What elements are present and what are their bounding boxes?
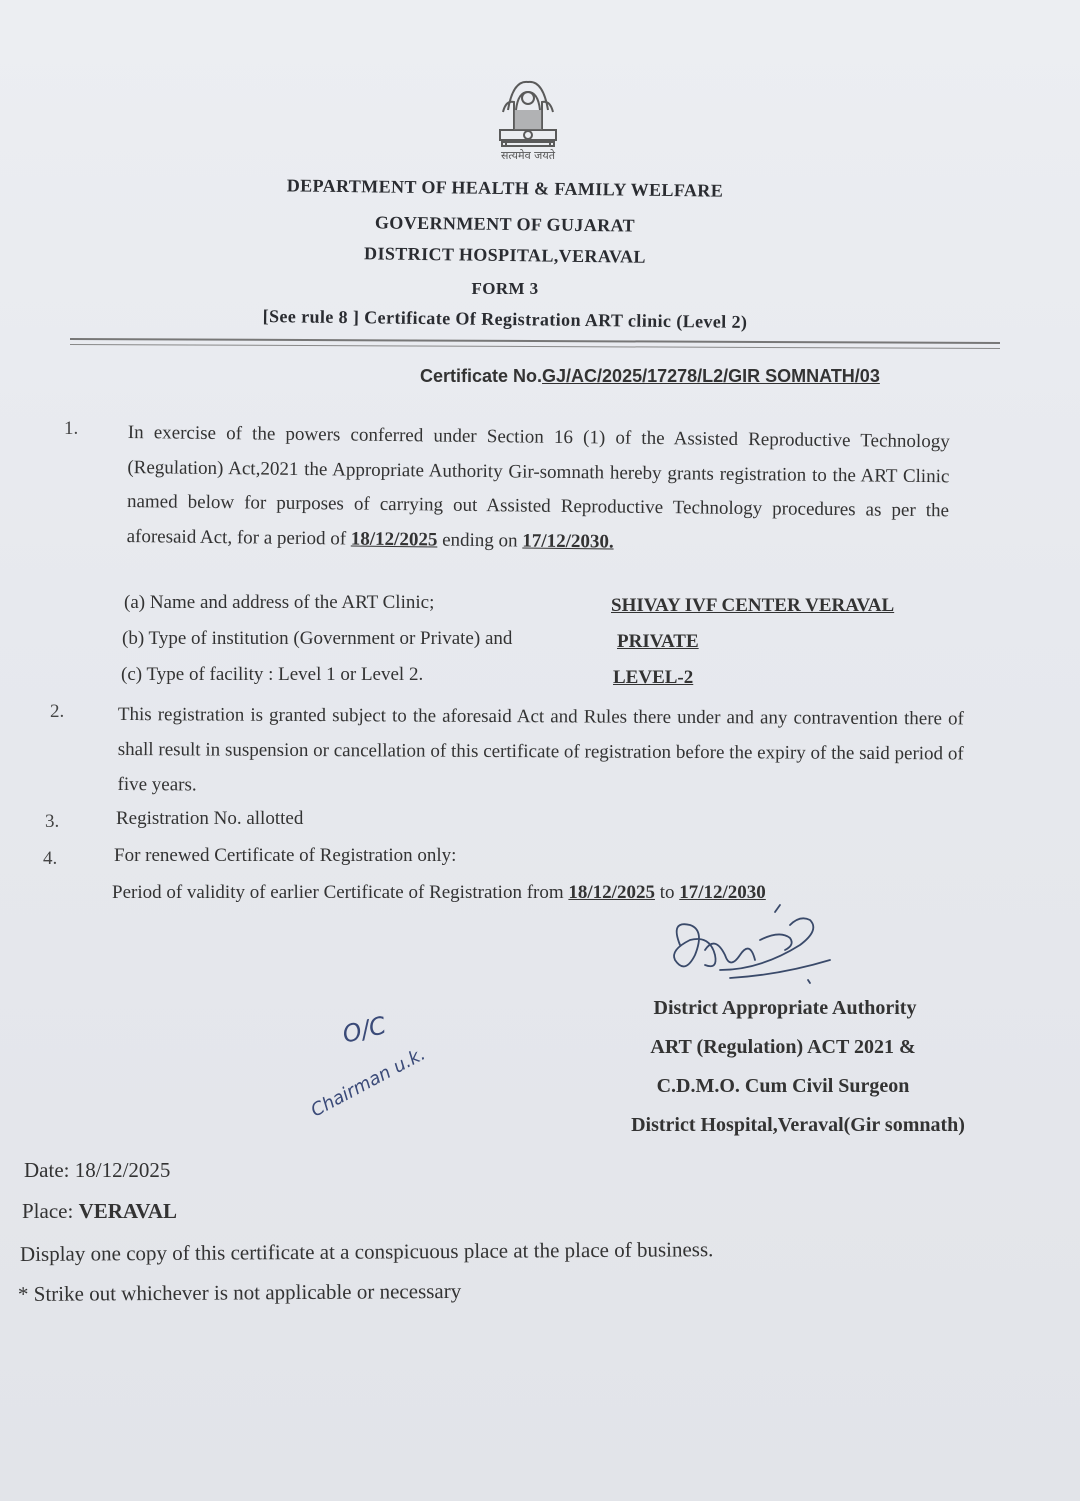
form-subtitle: [See rule 8 ] Certificate Of Registration ART clinic (Level 2) [262,306,748,332]
item-b-label: (b) Type of institution (Government or Private) and [122,628,513,649]
signatory-act: ART (Regulation) ACT 2021 & [650,1036,916,1058]
item-c-label: (c) Type of facility : Level 1 or Level 2. [121,664,424,685]
institution-type-value: PRIVATE [617,631,699,652]
section-3-number: 3. [45,811,60,832]
date-line [24,1158,170,1183]
hospital-heading: DISTRICT HOSPITAL,VERAVAL [364,243,646,267]
date-label: Date: [24,1158,70,1182]
section-2-text: This registration is granted subject to the aforesaid Act and Rules there under and any contravention there of shall result in suspension or cancellation of this certificate of registration before the expiry of the said period of five years. [117,703,964,796]
renewal-heading: For renewed Certificate of Registration only: [114,845,457,866]
certificate-number: GJ/AC/2025/17278/L2/GIR SOMNATH/03 [542,366,880,386]
header-divider-thin [70,344,1000,349]
section-2-number: 2. [50,701,65,722]
emblem-motto: सत्यमेव जयते [500,149,555,162]
section-1-paragraph [126,416,950,563]
period-from-date: 18/12/2025 [350,528,438,551]
signatory-title: District Appropriate Authority [653,997,917,1019]
form-number: FORM 3 [471,279,539,298]
department-heading: DEPARTMENT OF HEALTH & FAMILY WELFARE [286,175,724,201]
header-divider [70,338,1000,344]
place-label: Place: [22,1199,74,1223]
period-ending-word: ending on [442,529,518,551]
signatory-designation: C.D.M.O. Cum Civil Surgeon [656,1075,910,1097]
facility-level-value: LEVEL-2 [613,667,694,688]
registration-number-label: Registration No. allotted [116,808,304,829]
government-heading: GOVERNMENT OF GUJARAT [374,212,636,236]
item-a-label: (a) Name and address of the ART Clinic; [124,592,435,613]
display-instruction: Display one copy of this certificate at a conspicuous place at the place of business. [19,1237,714,1266]
handwritten-note-line1: O/C [339,1011,389,1049]
signatory-office: District Hospital,Veraval(Gir somnath) [631,1114,965,1136]
certificate-number-label: Certificate No. [420,366,543,386]
period-to-date: 17/12/2030. [522,529,614,553]
validity-to-date: 17/12/2030 [679,882,766,903]
handwritten-note-line2: Chairman u.k. [307,1043,429,1122]
section-1-text: In exercise of the powers conferred under Section 16 (1) of the Assisted Reproductive Technology (Regulation) Act,2021 the Appropriate Authority Gir-somnath hereby grants registration to the ART Clinic named below for purposes of carrying out Assisted Reproductive Technology procedures as per the aforesaid Act, for a period of [126,421,950,549]
strike-out-note: * Strike out whichever is not applicable or necessary [17,1278,462,1306]
officer-signature [660,900,840,995]
validity-prefix: Period of validity of earlier Certificate of Registration from [112,882,564,903]
section-4-number: 4. [43,848,58,869]
section-1-number: 1. [64,418,79,439]
handwritten-note [305,1005,455,1130]
validity-from-date: 18/12/2025 [568,882,655,903]
validity-to-word: to [659,882,675,903]
certificate-number-line [420,366,880,387]
place-line [22,1199,177,1224]
clinic-name-value: SHIVAY IVF CENTER VERAVAL [611,595,895,616]
place-value: VERAVAL [78,1199,177,1223]
issue-date: 18/12/2025 [74,1158,171,1182]
